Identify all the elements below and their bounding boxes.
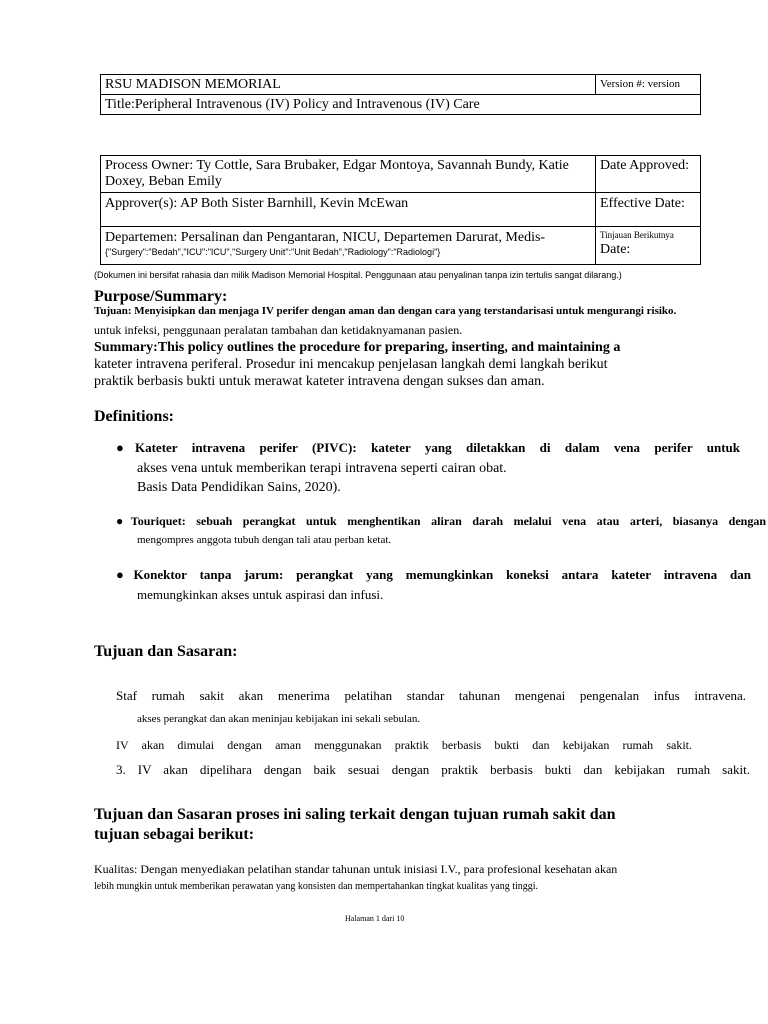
definition-tourniquet-line2: mengompres anggota tubuh dengan tali atau perban ketat. [137,534,392,546]
goal-item-3: 3. IV akan dipelihara dengan baik sesuai dengan praktik berbasis bukti dan kebijakan rumah sakit. [116,762,750,777]
next-review-cell [596,227,701,265]
definition-pivc-line2: akses vena untuk memberikan terapi intravena seperti cairan obat. [137,461,507,476]
document-title: Title:Peripheral Intravenous (IV) Policy and Intravenous (IV) Care [101,95,701,115]
definition-connector-line2: memungkinkan akses untuk aspirasi dan infusi. [137,587,384,602]
next-review-label: Tinjauan Berikutnya [600,230,674,240]
goal-item-2: IV akan dimulai dengan aman menggunakan praktik berbasis bukti dan kebijakan rumah sakit. [116,738,692,752]
approvers: Approver(s): AP Both Sister Barnhill, Kevin McEwan [101,193,596,227]
summary-line2: kateter intravena periferal. Prosedur ini mencakup penjelasan langkah demi langkah berikut [94,357,608,372]
meta-table [100,155,701,265]
process-owner: Process Owner: Ty Cottle, Sara Brubaker, Edgar Montoya, Savannah Bundy, Katie Doxey, Beban Emily [101,156,596,193]
effective-date: Effective Date: [596,193,701,227]
goal-item-1: Staf rumah sakit akan menerima pelatihan standar tahunan mengenai pengenalan infus intravena. [116,688,746,703]
date-approved: Date Approved: [596,156,701,193]
next-review-date: Date: [600,242,631,257]
related-heading-line1: Tujuan dan Sasaran proses ini saling terkait dengan tujuan rumah sakit dan [94,806,616,823]
goals-heading: Tujuan dan Sasaran: [94,643,238,660]
department: Departemen: Persalinan dan Pengantaran, NICU, Departemen Darurat, Medis- [105,230,546,245]
related-heading-line2: tujuan sebagai berikut: [94,826,255,843]
quality-line2: lebih mungkin untuk memberikan perawatan yang konsisten dan mempertahankan tingkat kualitas yang tinggi. [94,881,539,892]
definition-connector: ●Konektor tanpa jarum: perangkat yang memungkinkan koneksi antara kateter intravena dan [116,567,751,582]
definition-pivc: ●Kateter intravena perifer (PIVC): kateter yang diletakkan di dalam vena perifer untuk [116,440,740,455]
confidentiality-notice: (Dokumen ini bersifat rahasia dan milik Madison Memorial Hospital. Penggunaan atau penyalinan tanpa izin tertulis sangat dilarang.) [94,270,622,280]
version-cell: Version #: version [596,75,701,95]
page-number: Halaman 1 dari 10 [345,914,405,923]
definition-tourniquet: ●Touriquet: sebuah perangkat untuk menghentikan aliran darah melalui vena atau arteri, biasanya dengan [116,514,766,528]
definition-pivc-line3: Basis Data Pendidikan Sains, 2020). [137,480,341,495]
purpose-heading: Purpose/Summary: [94,288,228,305]
header-table [100,74,701,115]
quality-line1: Kualitas: Dengan menyediakan pelatihan standar tahunan untuk inisiasi I.V., para profesional kesehatan akan [94,862,618,876]
goal-item-1-line2: akses perangkat dan akan meninjau kebijakan ini sekali sebulan. [137,713,421,725]
department-cell [101,227,596,265]
department-map: {"Surgery":"Bedah","ICU":"ICU","Surgery Unit":"Unit Bedah","Radiology":"Radiologi"} [105,247,441,257]
definitions-heading: Definitions: [94,408,174,425]
purpose-tujuan-line1: Tujuan: Menyisipkan dan menjaga IV perifer dengan aman dan dengan cara yang terstandarisasi untuk mengurangi risiko. [94,305,677,317]
organization-name: RSU MADISON MEMORIAL [101,75,596,95]
summary-line1: Summary:This policy outlines the procedure for preparing, inserting, and maintaining a [94,340,621,355]
summary-line3: praktik berbasis bukti untuk merawat kateter intravena dengan sukses dan aman. [94,374,545,389]
purpose-tujuan-line2: untuk infeksi, penggunaan peralatan tambahan dan ketidaknyamanan pasien. [94,323,463,337]
